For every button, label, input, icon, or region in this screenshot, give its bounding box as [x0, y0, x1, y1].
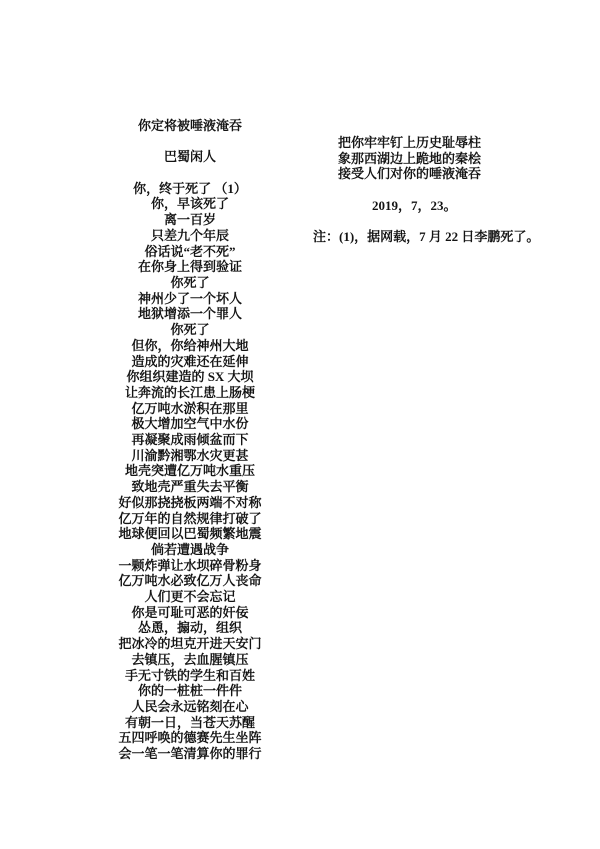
closing-line: 象那西湖边上跪地的秦桧	[338, 150, 482, 166]
poem-lines	[55, 181, 325, 762]
footnote-text: 注：(1)，据网载，7 月 22 日李鹏死了。	[313, 229, 540, 244]
poem-line: 手无寸铁的学生和百姓	[124, 667, 255, 683]
poem-block	[55, 118, 325, 762]
poem-line: 亿万吨水必致亿万人丧命	[118, 573, 262, 589]
poem-line: 你，早该死了	[150, 196, 229, 212]
footnote-block	[313, 229, 539, 245]
poem-line: 极大增加空气中水份	[131, 416, 249, 432]
poem-title: 你定将被唾液淹吞	[137, 118, 242, 133]
closing-line: 接受人们对你的唾液淹吞	[338, 166, 482, 182]
poem-line: 你死了	[170, 322, 210, 338]
poem-line: 造成的灾难还在延伸	[131, 353, 249, 369]
poem-line: 去镇压，去血腥镇压	[131, 651, 249, 667]
poem-line: 会一笔一笔清算你的罪行	[118, 746, 262, 762]
poem-line: 在你身上得到验证	[137, 259, 242, 275]
poem-line: 你组织建造的 SX 大坝	[126, 369, 254, 385]
poem-line: 你，终于死了 （1）	[133, 180, 247, 196]
date-text: 2019，7，23。	[372, 198, 457, 213]
spacer	[55, 134, 325, 150]
closing-lines-block	[338, 135, 481, 182]
poem-line: 地狱增添一个罪人	[137, 306, 242, 322]
poem-line: 人们更不会忘记	[144, 589, 236, 605]
poem-line: 地壳突遭亿万吨水重压	[124, 463, 255, 479]
poem-line: 一颗炸弹让水坝碎骨粉身	[118, 557, 262, 573]
poem-line: 离一百岁	[163, 212, 216, 228]
poem-line: 亿万年的自然规律打破了	[118, 510, 262, 526]
poem-line: 让奔流的长江患上肠梗	[124, 384, 255, 400]
poem-line: 好似那挠挠板两端不对称	[118, 494, 262, 510]
poem-line: 致地壳严重失去平衡	[131, 479, 249, 495]
poem-author: 巴蜀闲人	[163, 149, 216, 165]
poem-line: 亿万吨水淤积在那里	[131, 400, 249, 416]
poem-line: 俗话说“老不死”	[144, 243, 236, 259]
poem-line: 人民会永远铭刻在心	[131, 698, 249, 714]
poem-line: 你死了	[170, 275, 210, 290]
spacer	[55, 165, 325, 181]
poem-line: 你是可耻可恶的奸佞	[131, 604, 249, 620]
poem-line: 把冰冷的坦克开进天安门	[118, 636, 262, 652]
poem-line: 你的一桩桩一件件	[137, 683, 242, 699]
poem-line: 怂恿，搧动，组织	[137, 620, 242, 636]
poem-line: 五四呼唤的德赛先生坐阵	[118, 730, 262, 746]
date-block	[372, 198, 457, 214]
poem-line: 但你，你给神州大地	[131, 337, 249, 353]
closing-line: 把你牢牢钉上历史耻辱柱	[338, 135, 482, 150]
poem-line: 再凝聚成雨倾盆而下	[131, 432, 249, 448]
poem-line: 地球便回以巴蜀频繁地震	[118, 526, 262, 542]
poem-line: 只差九个年辰	[150, 227, 229, 243]
poem-line: 川渝黔湘鄂水灾更甚	[131, 447, 249, 463]
poem-line: 倘若遭遇战争	[150, 541, 229, 557]
poem-line: 有朝一日，当苍天苏醒	[124, 714, 255, 730]
poem-line: 神州少了一个坏人	[137, 290, 242, 306]
